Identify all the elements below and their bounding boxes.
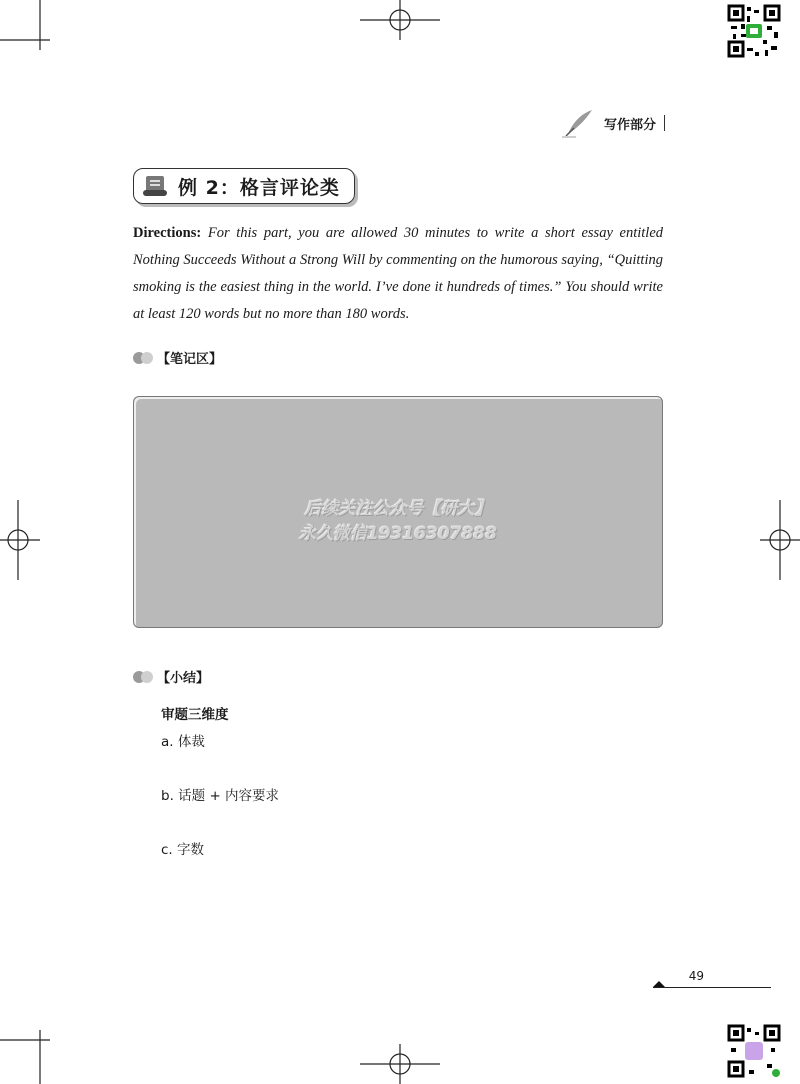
summary-item-topic: b. 话题 + 内容要求 [161,788,280,804]
summary-label [133,667,209,686]
summary-item-wordcount: c. 字数 [161,842,205,858]
watermark [134,497,662,547]
scroll-icon [142,174,170,198]
bullet-dots-icon [133,352,153,364]
running-header [562,108,665,138]
summary-title: 审题三维度 [161,707,229,723]
notes-area[interactable] [133,396,663,628]
section-label: 写作部分 [603,117,656,133]
qr-code-icon [727,1024,781,1078]
directions-text: For this part, you are allowed 30 minutes to write a short essay entitled Nothing Succeeds Without a Strong Will by commenting on the humorous saying, “Quitting smoking is the easiest thing in the world. I’ve done it hundreds of times.” You should write at least 120 words but no more than 180 words. [133,225,664,322]
summary-label-text: 【小结】 [157,671,210,686]
watermark-line-1: 后续关注公众号【研大】 [304,499,492,519]
bullet-dots-icon [133,671,153,683]
crop-mark-top-center [360,0,440,45]
crop-mark-bottom-center [360,1040,440,1084]
notes-label-text: 【笔记区】 [157,352,223,367]
directions-paragraph [133,220,663,328]
header-divider [664,115,665,131]
crop-mark-top-left [0,0,60,60]
example-heading [133,168,355,204]
summary-item-genre: a. 体裁 [161,734,205,750]
page-rule [653,987,771,988]
qr-code-icon [727,4,781,58]
directions-lead: Directions: [133,225,202,241]
page-footer [685,969,704,983]
page-number: 49 [688,969,704,983]
crop-mark-bottom-left [0,1020,60,1084]
quill-pen-icon [562,108,596,138]
crop-mark-left-middle [0,500,45,580]
watermark-line-2: 永久微信19316307888 [298,524,498,544]
notes-label [133,348,222,367]
example-title: 例 2：格言评论类 [178,176,340,199]
crop-mark-right-middle [758,500,800,580]
